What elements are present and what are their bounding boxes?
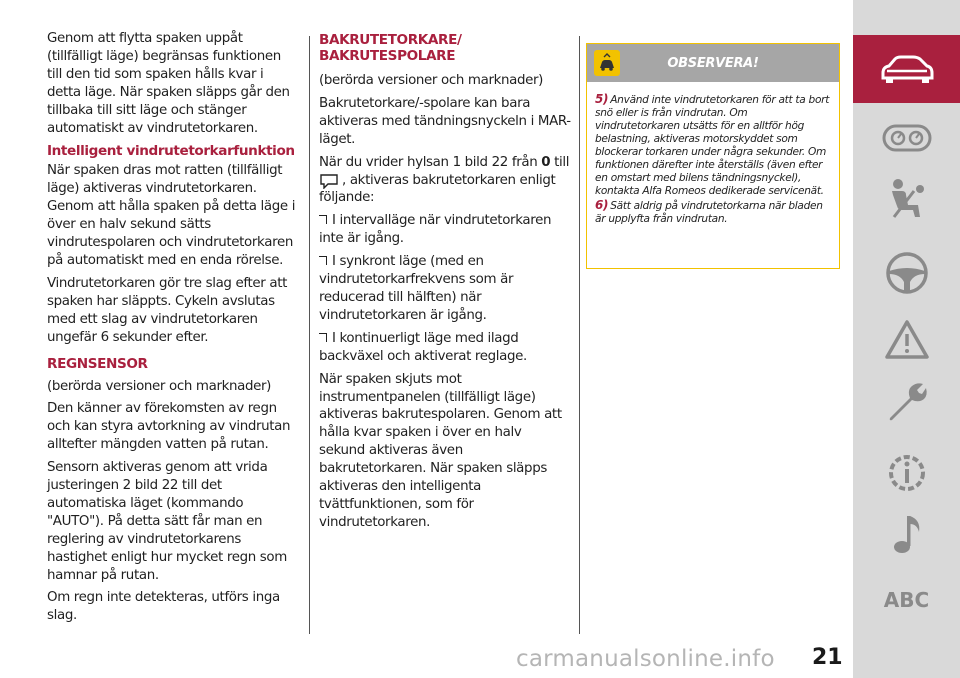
chapter-sidebar [853,0,960,678]
sidebar-item-steering[interactable] [853,245,960,300]
paragraph: (berörda versioner och marknader) [47,378,272,394]
paragraph: Sensorn aktiveras genom att vrida justeringen 2 bild 22 till det automatiska läget (kommando "AUTO"). På detta sätt får man en reglering av vindrutetorkarens hastighet enligt hur mycket regn som hamnar på rutan. [47,460,287,583]
rear-wiper-symbol-icon [319,173,339,189]
text: När du vrider hylsan 1 bild 22 från [319,154,542,170]
text: till [550,154,570,170]
watermark: carmanualsonline.info [516,646,775,672]
sidebar-item-car[interactable] [853,35,960,103]
text: I synkront läge (med en vindrutetorkarfrekvens som är reducerad till hälften) när vindrutetorkaren är igång. [319,254,514,323]
column-middle [319,30,571,537]
heading-intelligent-wiper: Intelligent vindrutetorkarfunktion [47,143,295,160]
position-zero: 0 [541,154,551,170]
bullet-icon [319,215,327,224]
paragraph: Bakrutetorkare/-spolare kan bara aktiveras med tändningsnyckeln i MAR-läget. [319,95,571,147]
sidebar-item-maintenance[interactable] [853,375,960,430]
column-divider [579,36,580,634]
column-left [47,30,299,630]
warning-triangle-icon [884,319,930,361]
text: , aktiveras bakrutetorkaren enligt följande: [319,172,556,206]
note-6 [595,199,831,226]
paragraph: Vindrutetorkaren gör tre slag efter att spaken har släppts. Cykeln avslutas med ett slag av vindrutetorkaren ungefär 6 sekunder efter. [47,275,288,345]
music-note-icon [887,512,927,558]
bullet-item [319,253,571,325]
seat-belt-icon [884,177,930,223]
steering-wheel-icon [884,250,930,296]
note-text: Sätt aldrig på vindrutetorkarna när bladen är upplyfta från vindrutan. [595,200,823,225]
sidebar-item-seat-belt[interactable] [853,175,960,225]
text: I intervalläge när vindrutetorkaren inte är igång. [319,213,552,247]
car-icon [877,51,937,87]
heading-rain-sensor: REGNSENSOR [47,355,148,372]
column-divider [309,36,310,634]
observe-header [587,44,839,82]
note-number: 5) [595,92,609,106]
sidebar-item-index[interactable] [853,580,960,620]
observe-box [586,43,840,269]
note-number: 6) [595,198,609,212]
abc-icon: ABC [883,588,930,612]
wrench-icon [884,380,930,426]
info-gear-icon [884,450,930,496]
paragraph: (berörda versioner och marknader) [319,73,544,88]
paragraph: Genom att flytta spaken uppåt (tillfälligt läge) begränsas funktionen till den tid som spaken hålls kvar i detta läge. När spaken släpps går den tillbaka till sitt läge och stänger automatiskt av vindrutetorkaren. [47,31,290,136]
sidebar-item-warning[interactable] [853,315,960,365]
paragraph [319,154,571,208]
heading-rear-wiper: BAKRUTETORKARE/ BAKRUTESPOLARE [319,32,462,64]
paragraph: Om regn inte detekteras, utförs inga slag. [47,590,280,624]
bullet-item [319,212,571,248]
sidebar-item-technical-data[interactable] [853,445,960,500]
paragraph: När spaken skjuts mot instrumentpanelen (tillfälligt läge) aktiveras bakrutespolaren. Genom att hålla kvar spaken i över en halv sekund aktiveras även bakrutetorkaren. När spaken släpps aktiveras den intelligenta tvättfunktionen, som för vindrutetorkaren. [319,371,562,530]
bullet-icon [319,256,327,265]
page-number: 21 [812,645,843,670]
paragraph: När spaken dras mot ratten (tillfälligt läge) aktiveras vindrutetorkaren. Genom att hålla spaken på detta läge i över en halv sekund sätts vindrutespolaren och vindrutetorkaren på automatiskt med en enda rörelse. [47,163,296,268]
note-5 [595,93,831,198]
sidebar-item-multimedia[interactable] [853,510,960,560]
sidebar-item-dashboard[interactable] [853,115,960,160]
text: I kontinuerligt läge med ilagd backväxel och aktiverat reglage. [319,330,527,364]
dashboard-icon [882,123,932,153]
paragraph: Den känner av förekomsten av regn och kan styra avtorkning av vindrutan alltefter mängden vatten på rutan. [47,401,291,453]
note-text: Använd inte vindrutetorkaren för att ta bort snö eller is från vindrutan. Om vindrutetorkaren utsätts för en alltför hög belastning, aktiveras motorskyddet som blockerar torkaren under några sekunder. Om funktionen därefter inte återställs (även efter en omstart med bilens tändningsnyckel), kontakta Alfa Romeos dedikerade servicenät. [595,94,830,197]
bullet-icon [319,333,327,342]
observe-body [587,82,839,226]
observe-title: OBSERVERA! [667,56,759,71]
bullet-item [319,330,571,366]
